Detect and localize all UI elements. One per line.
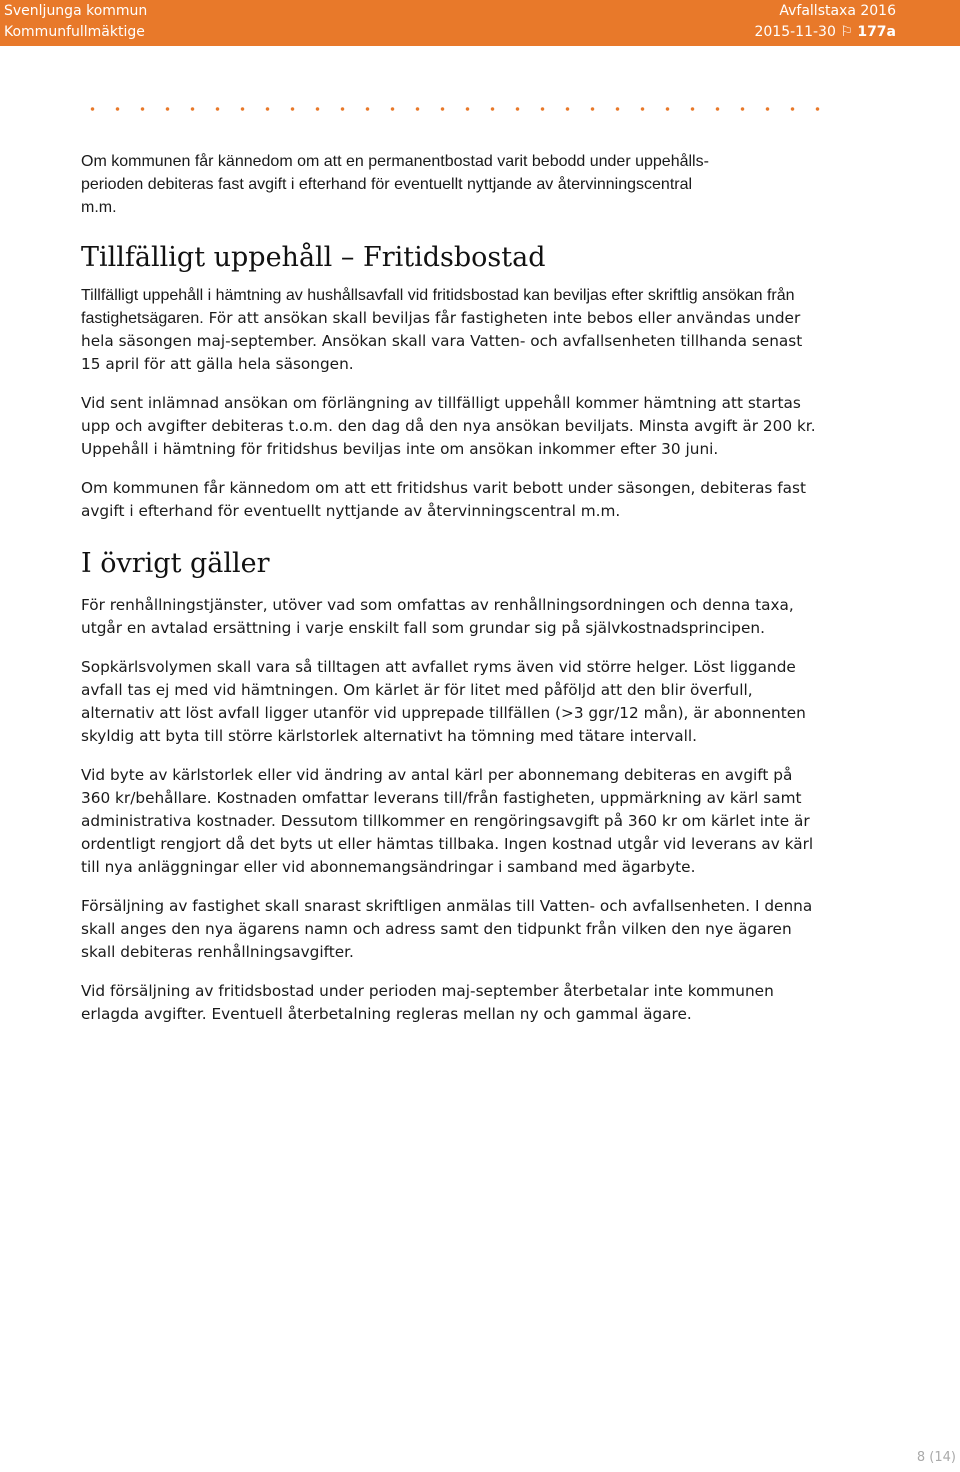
heading-ovrigt: I övrigt gäller [81,548,270,579]
heading-fritidsbostad: Tillfälligt uppehåll – Fritidsbostad [81,242,546,273]
fritid-sentence-3: Ansökan skall vara Vatten- och avfallsenheten tillhanda senast 15 april för att gälla hela säsongen. [81,332,803,373]
header-org: Svenljunga kommun [4,3,148,19]
sent-sentence-1: Vid sent inlämnad ansökan om förlängning av tillfälligt uppehåll kommer hämtning att startas upp och avgifter debiteras t.o.m. den dag då den nya ansökan beviljats. [81,394,801,435]
forsaljning-paragraph: Försäljning av fastighet skall snarast skriftligen anmälas till Vatten- och avfallsenheten. I denna skall anges den nya ägarens namn och adress samt den tidpunkt från vilken den nye ägaren skall debiteras renhållningsavgifter. [81,897,813,961]
ovrigt-paragraph: För renhållningstjänster, utöver vad som omfattas av renhållningsordningen och denna taxa, utgår en avtalad ersättning i varje enskilt fall som grundar sig på självkostnadsprincipen. [81,596,794,637]
byte-paragraph: Vid byte av kärlstorlek eller vid ändring av antal kärl per abonnemang debiteras en avgift på 360 kr/behållare. Kostnaden omfattar leverans till/från fastigheten, uppmärkning av kärl samt administrativa kostnader. Dessutom tillkommer en rengöringsavgift på 360 kr om kärlet inte är ordentligt rengjort då det byts ut eller hämtas tillbaka. Ingen kostnad utgår vid leverans av kärl till nya anläggningar eller vid abonnemangsändringar i samband med ägarbyte. [81,766,814,876]
fritid-paragraph [81,284,821,376]
dotted-separator [80,104,820,114]
page-number: 8 (14) [916,1450,956,1465]
header-date-section [754,21,896,43]
fritidsbostad-paragraph: Vid försäljning av fritidsbostad under perioden maj-september återbetalar inte kommunen erlagda avgifter. Eventuell återbetalning regleras mellan ny och gammal ägare. [81,982,774,1023]
sent-sentence-3: Uppehåll i hämtning för fritidshus beviljas inte om ansökan inkommer efter 30 juni. [81,440,719,458]
intro-line-3: m.m. [81,199,117,216]
intro-line-2: perioden debiteras fast avgift i efterhand för eventuellt nyttjande av återvinningscentral [81,176,693,193]
document-body [81,150,821,1026]
fritid-sentence-1: Tillfälligt uppehåll i hämtning av hushållsavfall vid fritidsbostad kan beviljas efter skriftlig ansökan från fastighetsägaren. [81,287,795,327]
intro-paragraph [81,150,821,219]
header-body: Kommunfullmäktige [4,24,145,40]
header-date: 2015-11-30 [754,24,836,40]
sent-sentence-2: Minsta avgift är 200 kr. [638,417,816,435]
bebott-paragraph: Om kommunen får kännedom om att ett fritidshus varit bebott under säsongen, debiteras fast avgift i efterhand för eventuellt nyttjande av återvinningscentral m.m. [81,479,806,520]
header-section: 177a [857,24,896,40]
fritid-sentence-2: För att ansökan skall beviljas får fastigheten inte bebos eller användas under hela säsongen maj-september. [81,309,801,350]
bookmark-icon: ⚐ [840,24,853,40]
sopkarl-paragraph: Sopkärlsvolymen skall vara så tilltagen att avfallet ryms även vid större helger. Löst liggande avfall tas ej med vid hämtningen. Om kärlet är för litet med påföljd att den blir överfull, alternativ att löst avfall ligger utanför vid upprepade tillfällen (>3 ggr/12 mån), är abonnenten skyldig att byta till större kärlstorlek alternativt ha tömning med tätare intervall. [81,658,806,745]
sent-ansokan-paragraph [81,392,821,461]
intro-line-1: Om kommunen får kännedom om att en permanentbostad varit bebodd under uppehålls- [81,153,709,170]
header-doc-title: Avfallstaxa 2016 [779,3,896,19]
